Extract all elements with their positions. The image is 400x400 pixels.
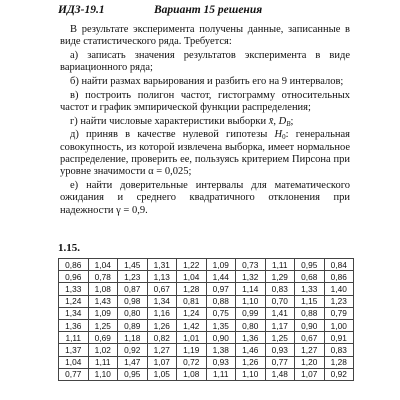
table-cell: 1,28 [177,283,207,295]
table-cell: 1,04 [59,356,89,368]
table-cell: 1,34 [59,307,89,319]
table-cell: 1,13 [147,271,177,283]
table-cell: 1,11 [88,356,118,368]
table-cell: 1,44 [206,271,236,283]
table-cell: 1,33 [59,283,89,295]
table-cell: 0,95 [118,368,148,380]
hypothesis-subscript: 0 [282,133,286,142]
table-cell: 1,32 [236,271,266,283]
table-row [59,283,354,295]
table-cell: 1,41 [265,307,295,319]
table-cell: 1,18 [118,332,148,344]
table-cell: 1,28 [324,356,354,368]
task-number: 1.15. [58,242,80,254]
table-cell: 0,93 [265,344,295,356]
table-cell: 1,23 [324,295,354,307]
data-table [58,258,354,381]
table-cell: 0,80 [118,307,148,319]
table-cell: 0,80 [236,319,266,331]
table-cell: 1,31 [147,259,177,271]
table-cell: 1,11 [59,332,89,344]
task-d-text2: : генеральная совокупность, из которой извлечена выборка, имеет нормальное распределение, проверить ее, пользуясь критерием Пирсона при уровне значимости α = 0,025; [60,129,350,178]
intro-paragraph: В результате эксперимента получены данные, записанные в виде статистического ряда. Требуется: [60,24,350,48]
table-cell: 0,86 [59,259,89,271]
table-cell: 1,07 [295,368,325,380]
page-header [58,4,380,20]
task-g [60,116,350,128]
table-cell: 1,48 [265,368,295,380]
table-cell: 1,45 [118,259,148,271]
table-cell: 1,23 [118,271,148,283]
table-cell: 1,24 [59,295,89,307]
table-cell: 0,87 [118,283,148,295]
table-cell: 1,38 [206,344,236,356]
table-cell: 1,10 [236,295,266,307]
table-cell: 1,14 [236,283,266,295]
table-cell: 1,15 [295,295,325,307]
table-cell: 1,20 [295,356,325,368]
table-cell: 0,77 [59,368,89,380]
table-cell: 1,07 [147,356,177,368]
table-cell: 1,16 [147,307,177,319]
table-cell: 1,19 [177,344,207,356]
table-cell: 1,24 [177,307,207,319]
table-cell: 1,09 [88,307,118,319]
table-cell: 1,36 [59,319,89,331]
variance-symbol: D [278,115,287,127]
task-c: в) построить полигон частот, гистограмму относительных частот и график эмпирической функции распределения; [60,89,350,113]
table-cell: 0,68 [295,271,325,283]
assignment-code: ИДЗ-19.1 [58,4,105,16]
table-cell: 1,29 [265,271,295,283]
table-cell: 1,33 [295,283,325,295]
table-cell: 0,72 [177,356,207,368]
table-row [59,271,354,283]
table-cell: 1,04 [88,259,118,271]
table-cell: 0,75 [206,307,236,319]
task-g-end: ; [290,115,294,127]
table-cell: 1,11 [206,368,236,380]
table-row [59,368,354,380]
mean-symbol: x̄ [268,115,274,127]
variance-subscript: B [286,119,291,128]
table-cell: 0,88 [295,307,325,319]
task-b: б) найти размах варьирования и разбить его на 9 интервалов; [70,75,344,87]
task-a: а) записать значения результатов эксперимента в виде вариационного ряда; [60,49,350,74]
table-cell: 0,73 [236,259,266,271]
table-row [59,332,354,344]
table-cell: 0,77 [265,356,295,368]
table-cell: 1,08 [177,368,207,380]
table-cell: 1,01 [177,332,207,344]
table-row [59,356,354,368]
table-cell: 1,05 [147,368,177,380]
table-cell: 0,90 [206,332,236,344]
assignment-text [60,24,350,218]
table-cell: 1,10 [236,368,266,380]
table-row [59,259,354,271]
table-cell: 0,99 [236,307,266,319]
table-cell: 1,46 [236,344,266,356]
task-g-text: г) найти числовые характеристики выборки [70,115,269,127]
table-cell: 1,26 [147,319,177,331]
table-cell: 0,79 [324,307,354,319]
table-cell: 1,27 [147,344,177,356]
table-cell: 0,86 [324,271,354,283]
task-g-sep: , [273,115,279,127]
variant-title: Вариант 15 решения [154,4,263,16]
table-cell: 1,25 [88,319,118,331]
table-cell: 0,78 [88,271,118,283]
table-cell: 0,83 [324,344,354,356]
table-cell: 0,98 [118,295,148,307]
table-cell: 1,26 [236,356,266,368]
table-cell: 0,89 [118,319,148,331]
table-cell: 0,67 [147,283,177,295]
table-cell: 1,36 [236,332,266,344]
table-cell: 0,96 [59,271,89,283]
table-cell: 1,02 [88,344,118,356]
table-cell: 1,40 [324,283,354,295]
table-cell: 1,34 [147,295,177,307]
task-e: е) найти доверительные интервалы для математического ожидания и среднего квадратичного отклонения при надежности γ = 0,9. [60,179,350,216]
table-row [59,319,354,331]
table-cell: 0,90 [295,319,325,331]
table-cell: 1,22 [177,259,207,271]
table-cell: 0,67 [295,332,325,344]
table-cell: 1,04 [177,271,207,283]
table-cell: 0,95 [295,259,325,271]
table-cell: 0,83 [265,283,295,295]
table-row [59,344,354,356]
table-cell: 0,88 [206,295,236,307]
table-cell: 0,82 [147,332,177,344]
table-cell: 1,25 [265,332,295,344]
task-d-text1: д) приняв в качестве нулевой гипотезы [70,129,275,141]
table-cell: 1,11 [265,259,295,271]
table-cell: 0,91 [324,332,354,344]
table-cell: 0,92 [324,368,354,380]
table-cell: 0,97 [206,283,236,295]
table-cell: 1,09 [206,259,236,271]
table-cell: 0,84 [324,259,354,271]
table-cell: 1,43 [88,295,118,307]
task-d [60,129,350,178]
table-cell: 1,47 [118,356,148,368]
table-cell: 1,27 [295,344,325,356]
table-cell: 1,08 [88,283,118,295]
table-row [59,307,354,319]
table-cell: 1,42 [177,319,207,331]
table-cell: 0,70 [265,295,295,307]
table-cell: 1,00 [324,319,354,331]
table-cell: 0,81 [177,295,207,307]
hypothesis-symbol: H [274,129,283,141]
table-cell: 1,37 [59,344,89,356]
table-cell: 0,69 [88,332,118,344]
table-cell: 1,10 [88,368,118,380]
table-row [59,295,354,307]
data-table-body [59,259,354,381]
table-cell: 1,17 [265,319,295,331]
table-cell: 1,35 [206,319,236,331]
table-cell: 0,93 [206,356,236,368]
table-cell: 0,92 [118,344,148,356]
